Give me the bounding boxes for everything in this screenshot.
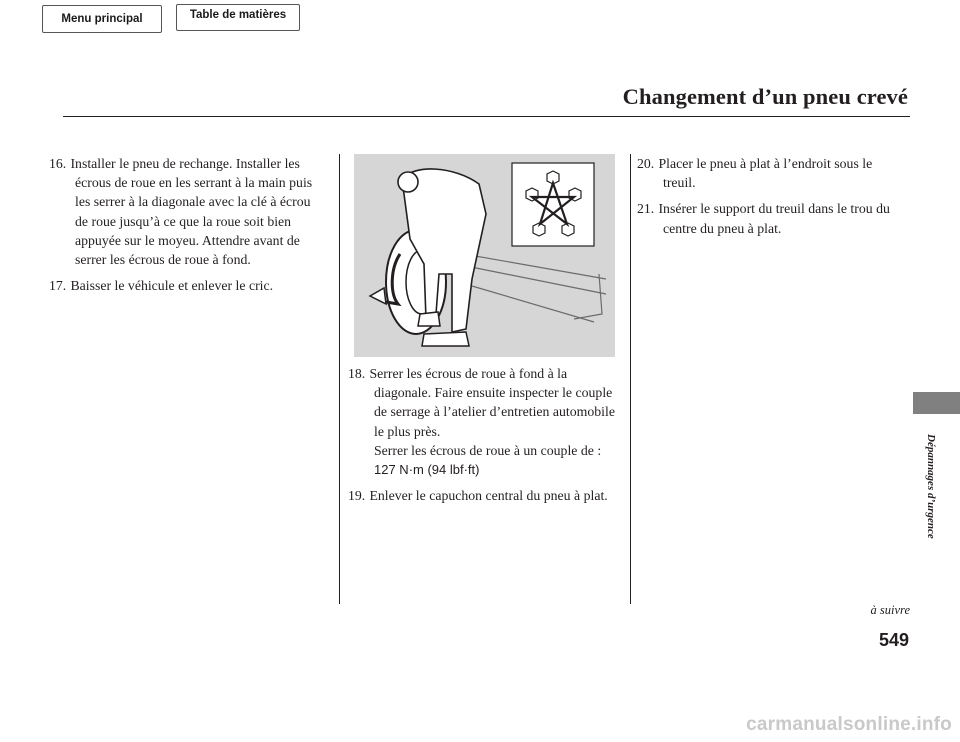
- mechanic-tightening-nuts-drawing: [354, 154, 615, 357]
- left-column: [49, 154, 334, 302]
- continued-label: à suivre: [870, 603, 910, 617]
- middle-column: [348, 364, 630, 512]
- step-18: 18. Serrer les écrous de roue à fond à la diagonale. Faire ensuite inspecter le couple de serrage à l’atelier d’entretien automobile le plus près. Serrer les écrous de roue à un couple de : 127 N·m (94 lbf·ft): [348, 364, 630, 479]
- column-divider-left: [339, 154, 340, 604]
- step-20: 20. Placer le pneu à plat à l’endroit sous le treuil.: [637, 156, 873, 191]
- page-title: Changement d’un pneu crevé: [622, 84, 908, 109]
- section-tab-marker: [913, 392, 960, 414]
- watermark: carmanualsonline.info: [746, 714, 952, 735]
- table-of-contents-button[interactable]: Table de matières: [176, 4, 300, 31]
- step-17: 17. Baisser le véhicule et enlever le cric.: [49, 278, 274, 294]
- torque-value: 127 N·m (94 lbf·ft): [374, 462, 480, 478]
- column-divider-right: [630, 154, 631, 604]
- tire-change-illustration: [354, 154, 615, 357]
- main-menu-button[interactable]: Menu principal: [42, 5, 162, 33]
- page-number: 549: [878, 630, 909, 650]
- section-tab-label: Dépannages d’urgence: [925, 434, 937, 539]
- step-16: 16. Installer le pneu de rechange. Installer les écrous de roue en les serrant à la main puis les serrer à la diagonale avec la clé à écrou de roue jusqu’à ce que la roue soit bien appuyée sur le moyeu. Attendre avant de serrer les écrous de roue à fond.: [49, 156, 313, 268]
- title-divider: [63, 116, 910, 117]
- step-21: 21. Insérer le support du treuil dans le trou du centre du pneu à plat.: [637, 201, 890, 236]
- right-column: [637, 154, 907, 245]
- step-19: 19. Enlever le capuchon central du pneu à plat.: [348, 488, 608, 504]
